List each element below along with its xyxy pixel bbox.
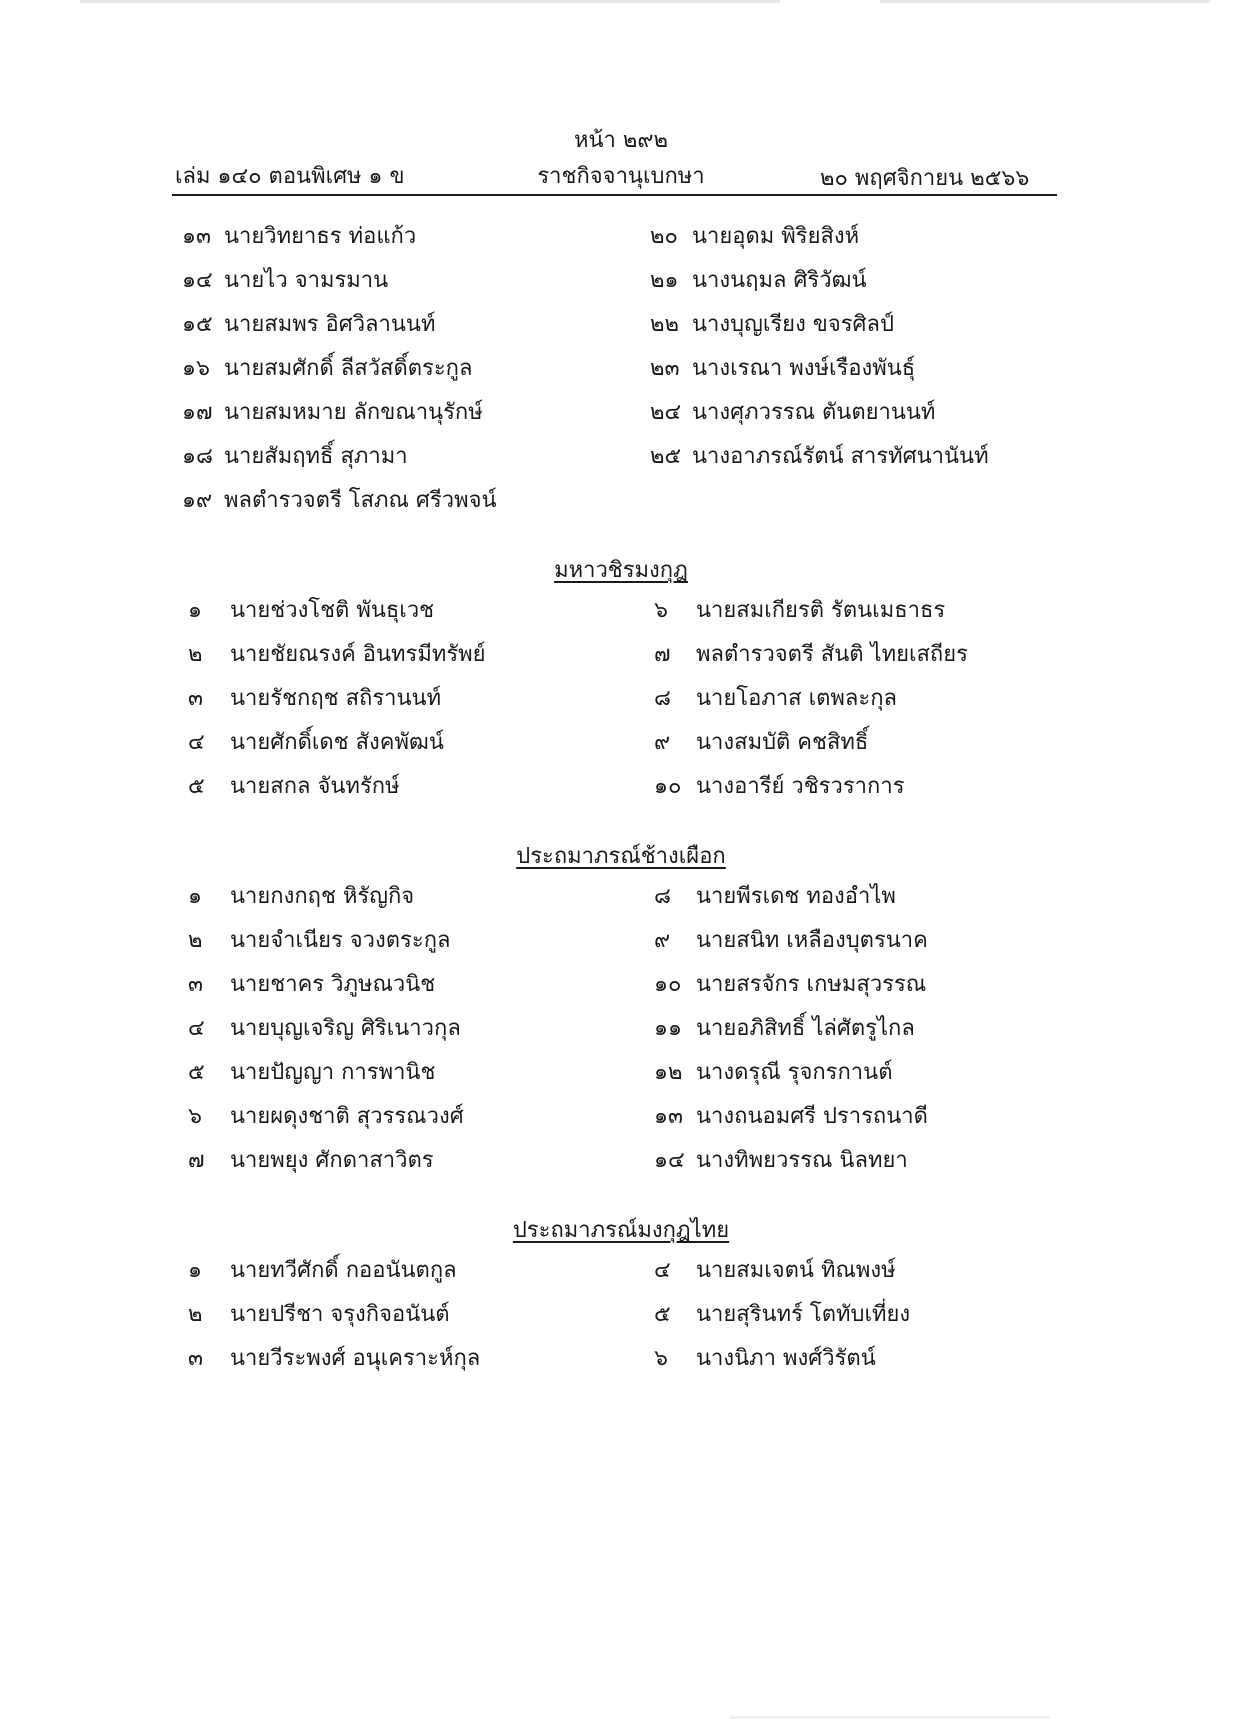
list-item-number: ๒๕ bbox=[650, 444, 682, 469]
list-item-name: นางดรุณี รุจกรกานต์ bbox=[696, 1060, 893, 1085]
list-item bbox=[182, 306, 435, 341]
list-item-number: ๑๓ bbox=[654, 1104, 684, 1129]
list-item-number: ๑๕ bbox=[182, 312, 213, 337]
list-item-number: ๑๖ bbox=[182, 356, 210, 381]
list-item bbox=[182, 350, 472, 385]
list-item bbox=[188, 1252, 457, 1287]
list-item-number: ๒๓ bbox=[650, 356, 680, 381]
list-item bbox=[650, 438, 989, 473]
list-item-number: ๕ bbox=[188, 1060, 205, 1085]
list-item-name: นางนฤมล ศิริวัฒน์ bbox=[692, 268, 867, 293]
list-item bbox=[182, 438, 408, 473]
list-item-name: นายสมหมาย ลักขณานุรักษ์ bbox=[224, 400, 483, 425]
scan-edge-top-right bbox=[880, 0, 1210, 3]
list-item-name: นายสมเจตน์ ทิณพงษ์ bbox=[696, 1258, 896, 1283]
list-item bbox=[188, 1054, 435, 1089]
list-item-number: ๑๙ bbox=[182, 488, 213, 513]
list-item-name: นางสมบัติ คชสิทธิ์ bbox=[696, 730, 869, 755]
list-item-name: นางบุญเรียง ขจรศิลป์ bbox=[692, 312, 894, 337]
list-item-name: นางอารีย์ วชิรวราการ bbox=[696, 774, 905, 799]
list-item-number: ๗ bbox=[654, 642, 671, 667]
list-item-name: นายพีรเดช ทองอำไพ bbox=[696, 884, 896, 909]
list-item bbox=[654, 878, 896, 913]
list-item-number: ๖ bbox=[654, 598, 668, 623]
list-item bbox=[188, 636, 486, 671]
list-item-number: ๙ bbox=[654, 730, 671, 755]
list-item-number: ๑๗ bbox=[182, 400, 213, 425]
list-item-number: ๑๔ bbox=[654, 1148, 685, 1173]
list-item-number: ๓ bbox=[188, 686, 204, 711]
list-item-number: ๖ bbox=[188, 1104, 202, 1129]
list-item bbox=[654, 636, 968, 671]
list-item-number: ๔ bbox=[188, 1016, 205, 1041]
list-item-number: ๑๘ bbox=[182, 444, 213, 469]
list-item-name: นางทิพยวรรณ นิลทยา bbox=[696, 1148, 908, 1173]
scan-edge-top bbox=[80, 0, 780, 3]
list-item-number: ๑๐ bbox=[654, 972, 682, 997]
list-item-name: พลตำรวจตรี สันติ ไทยเสถียร bbox=[696, 642, 968, 667]
list-item bbox=[654, 1142, 908, 1177]
list-item-number: ๑๐ bbox=[654, 774, 682, 799]
list-item bbox=[650, 218, 859, 253]
list-item-name: นางถนอมศรี ปรารถนาดี bbox=[696, 1104, 928, 1129]
list-item-number: ๑๔ bbox=[182, 268, 213, 293]
list-item-name: นางอาภรณ์รัตน์ สารทัศนานันท์ bbox=[692, 444, 989, 469]
publication-date: ๒๐ พฤศจิกายน ๒๕๖๖ bbox=[820, 166, 1030, 191]
list-item bbox=[182, 482, 497, 517]
list-item-number: ๒ bbox=[188, 642, 203, 667]
list-item bbox=[188, 1296, 450, 1331]
list-item-name: นายสมศักดิ์ ลีสวัสดิ์ตระกูล bbox=[224, 356, 473, 381]
list-item bbox=[654, 922, 928, 957]
list-item-name: พลตำรวจตรี โสภณ ศรีวพจน์ bbox=[224, 488, 497, 513]
list-item-number: ๓ bbox=[188, 972, 204, 997]
list-item-number: ๒๑ bbox=[650, 268, 679, 293]
list-item-number: ๘ bbox=[654, 884, 671, 909]
list-item bbox=[654, 1340, 876, 1375]
list-item bbox=[654, 724, 868, 759]
list-item-name: นายบุญเจริญ ศิริเนาวกุล bbox=[230, 1016, 461, 1041]
list-item bbox=[188, 922, 451, 957]
list-item-name: นายรัชกฤช สถิรานนท์ bbox=[230, 686, 442, 711]
list-item bbox=[650, 394, 935, 429]
list-item-number: ๑๒ bbox=[654, 1060, 683, 1085]
list-item-name: นายอุดม พิริยสิงห์ bbox=[692, 224, 860, 249]
list-item bbox=[188, 768, 400, 803]
list-item-name: นายสนิท เหลืองบุตรนาค bbox=[696, 928, 928, 953]
list-item-name: นายพยุง ศักดาสาวิตร bbox=[230, 1148, 434, 1173]
list-item-number: ๗ bbox=[188, 1148, 205, 1173]
list-item-name: นายกงกฤช หิรัญกิจ bbox=[230, 884, 415, 909]
list-item-number: ๒๔ bbox=[650, 400, 682, 425]
list-item-number: ๒ bbox=[188, 1302, 203, 1327]
list-item bbox=[654, 592, 945, 627]
list-item-number: ๒๐ bbox=[650, 224, 678, 249]
list-item-number: ๓ bbox=[188, 1346, 204, 1371]
list-item-number: ๘ bbox=[654, 686, 671, 711]
list-item-name: นายทวีศักดิ์ กออนันตกูล bbox=[230, 1258, 457, 1283]
list-item bbox=[654, 1252, 896, 1287]
list-item-number: ๑ bbox=[188, 598, 202, 623]
list-item-number: ๑๑ bbox=[654, 1016, 682, 1041]
list-item-name: นายสมพร อิศวิลานนท์ bbox=[224, 312, 436, 337]
list-item-number: ๒ bbox=[188, 928, 203, 953]
list-item bbox=[182, 394, 483, 429]
list-item bbox=[654, 768, 905, 803]
list-item-number: ๕ bbox=[654, 1302, 671, 1327]
list-item-number: ๑๓ bbox=[182, 224, 212, 249]
list-item-name: นายชัยณรงค์ อินทรมีทรัพย์ bbox=[230, 642, 486, 667]
list-item bbox=[188, 724, 444, 759]
list-item-number: ๖ bbox=[654, 1346, 668, 1371]
section-title-crown-of-thailand: ประถมาภรณ์มงกุฎไทย bbox=[512, 1218, 730, 1243]
list-item bbox=[654, 680, 897, 715]
header-rule bbox=[172, 194, 1057, 196]
section-title-maha-vajira-mongkut: มหาวชิรมงกุฎ bbox=[554, 558, 688, 583]
list-item bbox=[182, 262, 388, 297]
list-item-name: นายชาคร วิภูษณวนิช bbox=[230, 972, 436, 997]
list-item-name: นายช่วงโชติ พันธุเวช bbox=[230, 598, 435, 623]
list-item-name: นายสมเกียรติ รัตนเมธาธร bbox=[696, 598, 946, 623]
list-item bbox=[650, 262, 867, 297]
list-item-name: นายสรจักร เกษมสุวรรณ bbox=[696, 972, 927, 997]
list-item-number: ๙ bbox=[654, 928, 671, 953]
list-item bbox=[188, 680, 441, 715]
list-item bbox=[654, 1054, 893, 1089]
list-item-number: ๑ bbox=[188, 1258, 202, 1283]
list-item-name: นางศุภวรรณ ตันตยานนท์ bbox=[692, 400, 936, 425]
list-item bbox=[654, 1010, 915, 1045]
list-item-name: นายอภิสิทธิ์ ไล่ศัตรูไกล bbox=[696, 1016, 915, 1041]
list-item-name: นายโอภาส เตพละกุล bbox=[696, 686, 897, 711]
list-item-number: ๒๒ bbox=[650, 312, 680, 337]
list-item-name: นายสุรินทร์ โตทับเที่ยง bbox=[696, 1302, 911, 1327]
page-number: หน้า ๒๙๒ bbox=[573, 128, 668, 153]
list-item bbox=[654, 1296, 910, 1331]
list-item-name: นายปรีชา จรุงกิจอนันต์ bbox=[230, 1302, 450, 1327]
list-item-name: นายสกล จันทรักษ์ bbox=[230, 774, 400, 799]
list-item-name: นางนิภา พงศ์วิรัตน์ bbox=[696, 1346, 876, 1371]
volume-info: เล่ม ๑๔๐ ตอนพิเศษ ๑ ข bbox=[175, 164, 405, 189]
list-item-name: นายศักดิ์เดช สังคพัฒน์ bbox=[230, 730, 444, 755]
list-item-name: นายจำเนียร จวงตระกูล bbox=[230, 928, 451, 953]
list-item-number: ๔ bbox=[188, 730, 205, 755]
list-item-name: นายปัญญา การพานิช bbox=[230, 1060, 436, 1085]
list-item-name: นายไว จามรมาน bbox=[224, 268, 389, 293]
publication-name: ราชกิจจานุเบกษา bbox=[537, 164, 705, 189]
list-item-name: นายวิทยาธร ท่อแก้ว bbox=[224, 224, 417, 249]
list-item bbox=[182, 218, 416, 253]
list-item bbox=[188, 1340, 480, 1375]
list-item bbox=[650, 306, 894, 341]
list-item-number: ๔ bbox=[654, 1258, 671, 1283]
list-item-name: นายสัมฤทธิ์ สุภามา bbox=[224, 444, 408, 469]
list-item bbox=[654, 1098, 928, 1133]
list-item bbox=[188, 1010, 461, 1045]
list-item-name: นายวีระพงศ์ อนุเคราะห์กุล bbox=[230, 1346, 481, 1371]
list-item bbox=[188, 966, 435, 1001]
list-item-name: นางเรณา พงษ์เรืองพันธุ์ bbox=[692, 356, 916, 381]
list-item bbox=[188, 878, 414, 913]
list-item-number: ๕ bbox=[188, 774, 205, 799]
list-item-name: นายผดุงชาติ สุวรรณวงศ์ bbox=[230, 1104, 464, 1129]
list-item-number: ๑ bbox=[188, 884, 202, 909]
section-title-white-elephant: ประถมาภรณ์ช้างเผือก bbox=[516, 844, 726, 869]
list-item bbox=[654, 966, 926, 1001]
list-item bbox=[650, 350, 915, 385]
list-item bbox=[188, 1098, 464, 1133]
list-item bbox=[188, 592, 434, 627]
list-item bbox=[188, 1142, 434, 1177]
